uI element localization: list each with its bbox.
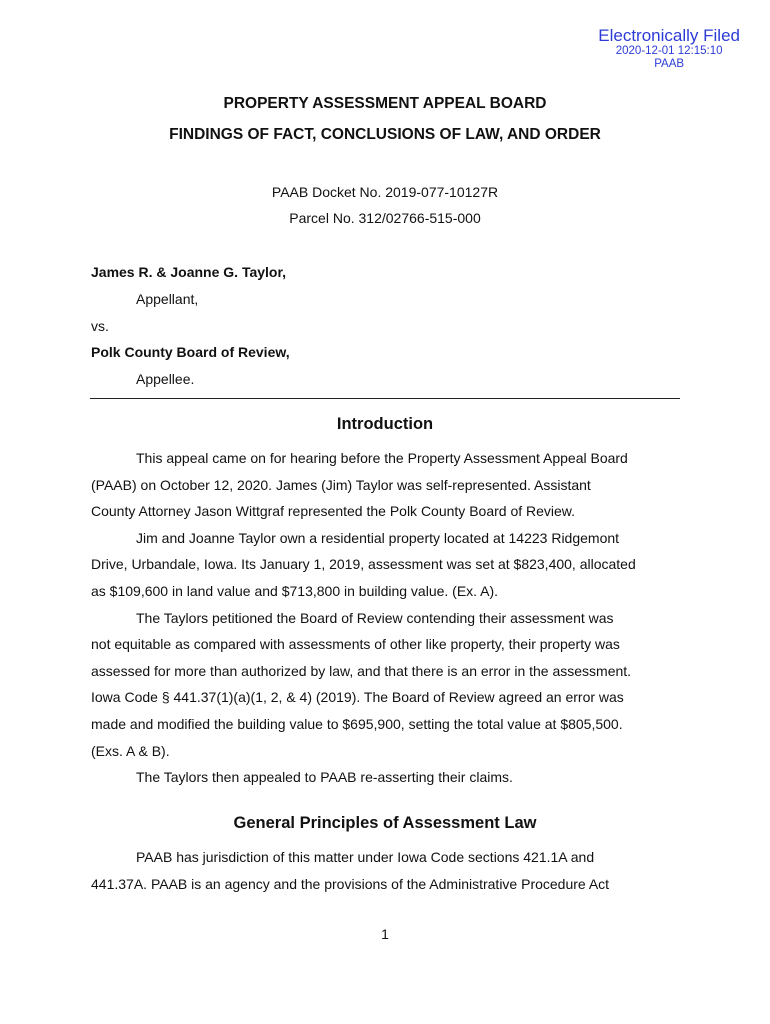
text-line: as $109,600 in land value and $713,800 in building value. (Ex. A). bbox=[91, 582, 499, 599]
general-principles-body bbox=[91, 844, 691, 897]
introduction-heading: Introduction bbox=[336, 415, 434, 433]
text-line: This appeal came on for hearing before the Property Assessment Appeal Board bbox=[136, 450, 628, 466]
text-line: Iowa Code § 441.37(1)(a)(1, 2, & 4) (2019). The Board of Review agreed an error was bbox=[91, 689, 624, 706]
text-line: Jim and Joanne Taylor own a residential property located at 14223 Ridgemont bbox=[136, 529, 620, 546]
caption-divider bbox=[90, 398, 680, 399]
docket-number: PAAB Docket No. 2019-077-10127R bbox=[271, 184, 499, 200]
appellant-name: James R. & Joanne G. Taylor, bbox=[91, 264, 287, 280]
appellant-role: Appellant, bbox=[136, 291, 199, 307]
appellee-role: Appellee. bbox=[136, 371, 195, 387]
stamp-timestamp: 2020-12-01 12:15:10 bbox=[615, 45, 723, 57]
appellee-name: Polk County Board of Review, bbox=[91, 344, 290, 360]
stamp-agency: PAAB bbox=[654, 58, 685, 70]
text-line: 441.37A. PAAB is an agency and the provisions of the Administrative Procedure Act bbox=[91, 875, 610, 892]
document-title: PROPERTY ASSESSMENT APPEAL BOARD bbox=[223, 95, 547, 112]
stamp-title: Electronically Filed bbox=[598, 26, 740, 45]
text-line: not equitable as compared with assessments of other like property, their property was bbox=[91, 636, 620, 653]
page-number: 1 bbox=[381, 926, 389, 942]
text-line: County Attorney Jason Wittgraf represented the Polk County Board of Review. bbox=[91, 503, 576, 520]
versus: vs. bbox=[91, 318, 109, 334]
introduction-body bbox=[91, 445, 691, 791]
text-line: Drive, Urbandale, Iowa. Its January 1, 2019, assessment was set at $823,400, allocated bbox=[91, 556, 636, 573]
text-line: The Taylors petitioned the Board of Review contending their assessment was bbox=[136, 609, 614, 626]
text-line: (Exs. A & B). bbox=[91, 742, 170, 759]
parcel-number: Parcel No. 312/02766-515-000 bbox=[289, 210, 481, 226]
electronic-filing-stamp bbox=[598, 26, 740, 70]
text-line: made and modified the building value to $695,900, setting the total value at $805,500. bbox=[91, 715, 623, 732]
general-principles-heading: General Principles of Assessment Law bbox=[233, 814, 537, 832]
text-line: (PAAB) on October 12, 2020. James (Jim) Taylor was self-represented. Assistant bbox=[91, 476, 591, 493]
text-line: assessed for more than authorized by law, and that there is an error in the assessment. bbox=[91, 662, 632, 679]
document-subtitle: FINDINGS OF FACT, CONCLUSIONS OF LAW, AND ORDER bbox=[169, 126, 601, 143]
text-line: The Taylors then appealed to PAAB re-asserting their claims. bbox=[136, 769, 513, 786]
text-line: PAAB has jurisdiction of this matter under Iowa Code sections 421.1A and bbox=[136, 849, 595, 865]
